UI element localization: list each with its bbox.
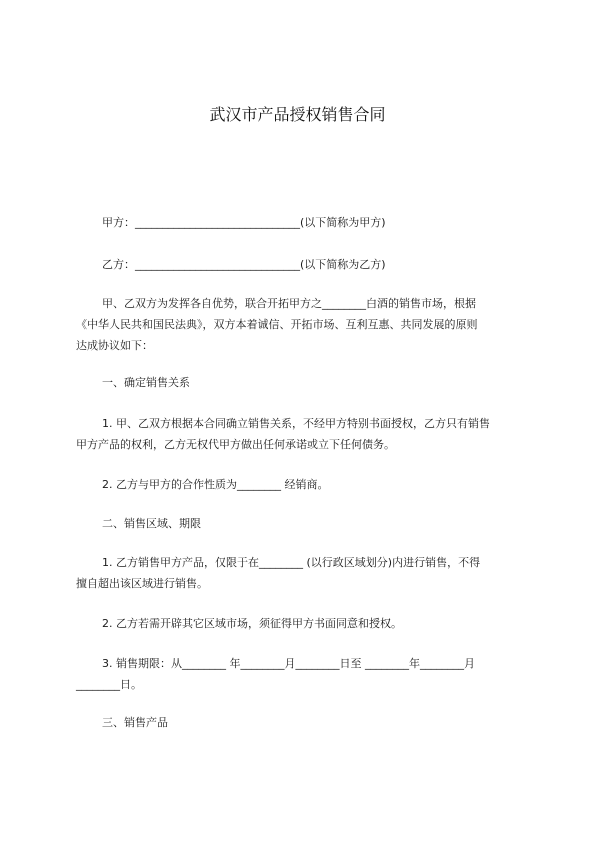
preamble-line-3: 达成协议如下：: [76, 339, 153, 352]
section-2-heading: 二、销售区域、期限: [102, 517, 201, 530]
party-b-line: 乙方：______________________________(以下简称为乙方): [102, 258, 386, 271]
clause-1-1-line-2: 甲方产品的权利，乙方无权代甲方做出任何承诺或立下任何债务。: [76, 438, 395, 451]
clause-2-2: 2. 乙方若需开辟其它区域市场，须征得甲方书面同意和授权。: [102, 617, 402, 630]
clause-1-2: 2. 乙方与甲方的合作性质为________ 经销商。: [102, 478, 329, 491]
party-a-line: 甲方：______________________________(以下简称为甲方): [102, 216, 386, 229]
preamble-line-1: 甲、乙双方为发挥各自优势，联合开拓甲方之________白酒的销售市场，根据: [102, 297, 476, 310]
preamble-line-2: 《中华人民共和国民法典》，双方本着诚信、开拓市场、互利互惠、共同发展的原则: [76, 318, 478, 331]
document-title: 武汉市产品授权销售合同: [209, 105, 386, 124]
clause-2-1-line-1: 1. 乙方销售甲方产品，仅限于在________ (以行政区域划分)内进行销售，不得: [102, 556, 481, 569]
section-3-heading: 三、销售产品: [102, 716, 168, 729]
clause-1-1-line-1: 1. 甲、乙双方根据本合同确立销售关系，不经甲方特别书面授权，乙方只有销售: [102, 417, 490, 430]
section-1-heading: 一、确定销售关系: [102, 376, 190, 389]
clause-2-3-line-2: ________日。: [76, 678, 142, 691]
clause-2-3-line-1: 3. 销售期限：从________ 年________月________日至 ________年________月: [102, 657, 475, 670]
clause-2-1-line-2: 擅自超出该区域进行销售。: [76, 577, 208, 590]
